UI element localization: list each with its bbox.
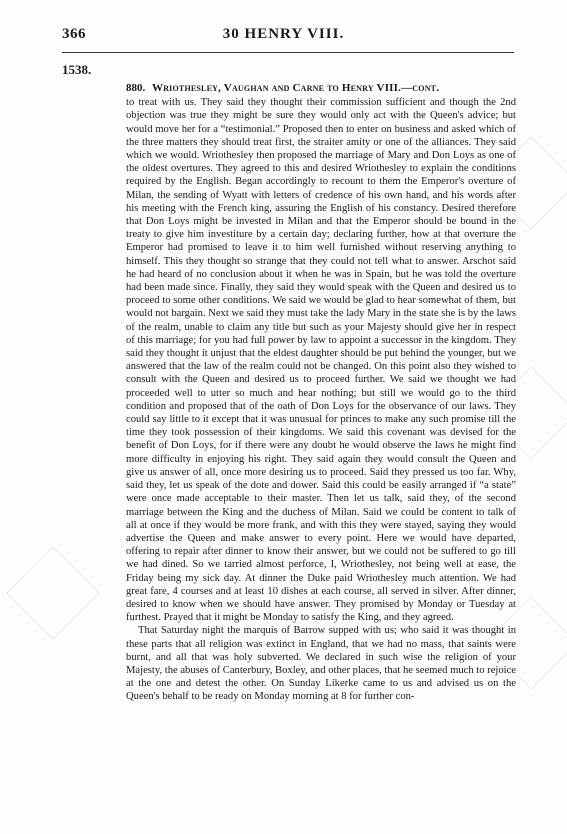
- entry-number: 880.: [126, 82, 146, 94]
- entry-title: Wriothesley, Vaughan and Carne to Henry VIII.—cont.: [152, 82, 440, 94]
- document-body: [126, 82, 516, 704]
- paragraph: That Saturday night the marquis of Barrow supped with us; who said it was thought in these parts that all religion was extinct in England, that we had no mass, that saints were burnt, and all that was holy subverted. We declared in such wise the religion of your Majesty, the abuses of Canterbury, Boxley, and other places, that he seemed much to rejoice at the one and detest the other. On Sunday Likerke came to us and advised us on the Queen's behalf to be ready on Monday morning at 8 for further con-: [126, 625, 516, 703]
- margin-year: 1538.: [62, 62, 92, 77]
- page-number: 366: [62, 26, 86, 42]
- running-title: 30 HENRY VIII.: [222, 26, 345, 42]
- header-rule: [62, 52, 514, 53]
- paragraph: to treat with us. They said they thought their commission sufficient and though the 2nd objection was true they might be sure they would only act with the Queen's advice; but would move her for a “testimonial.” Proposed then to enter on business and asked which of the three matters they should treat first, the straiter amity or one of the alliances. They said which we would. Wriothesley then proposed the marriage of Mary and Don Loys as one of the oldest overtures. They agreed to this and desired Wriothesley to explain the conditions required by the English. Began accordingly to recount to them the Emperor's overture of Milan, the sending of Wyatt with letters of credence of his own hand, and his words after his meeting with the French king, assuring the English of his constancy. Desired therefore that Don Loys might be invested in Milan and that the Emperor should be bound in the treaty to give him investiture by a certain day; declaring further, how at that overture the Emperor had promised to leave it to him well furnished without reserving anything to himself. This they thought so strange that they could not tell what to answer. Arschot said he had heard of no conclusion about it when he was in Spain, but he was told the overture had been made since. Finally, they said they would speak with the Queen and desired us to proceed to some other conditions. We said we would be glad to hear somewhat of them, but would not bargain. Next we said they must take the lady Mary in the state she is by the laws of the realm, unable to claim any title but such as your Majesty should give her in respect of this marriage; for you had full power by law to appoint a successor in the kingdom. They said they thought it unjust that the eldest daughter should be put behind the younger, but we answered that the law of the realm could not be changed. On this point also they wished to consult with the Queen and desired us to proceed further. We said we thought we had proceeded well to utter so much and hear nothing; but still we would go to the third condition and proposed that of the oath of Don Loys for the observance of our laws. They could say little to it except that it was unusual for princes to make any such promise till the time they took possession of their kingdoms. We said this covenant was devised for the benefit of Don Loys, for if there were any doubt he would observe the laws he might find more difficulty in enjoying his right. They said again they would consult the Queen and give us answer of all, once more desiring us to proceed. Said they pressed us too far. Why, said they, let us speak of the dote and dower. Said this could be easily arranged if “a state” were once made acceptable to their master. Then let us talk, said they, of the second marriage between the King and the duchess of Milan. Said we could be content to talk of all at once if they would be more frank, and with this they were stayed, saying they would advertise the Queen and make answer to every point. Here we would have departed, offering to repair after dinner to know their answer, but we could not be suffered to go till we had dined. So we tarried almost perforce, I, Wriothesley, not being well at ease, the Friday being my sick day. At dinner the Duke paid Wriothesley much attention. We had great fare, 4 courses and at least 10 dishes at each course, all served in silver. After dinner, desired to know when we should have answer. They promised by Monday or Tuesday at furthest. Prayed that it might be Monday to satisfy the King, and they agreed.: [126, 97, 516, 624]
- watermark-emblem: [6, 546, 99, 639]
- entry-heading: [126, 82, 516, 95]
